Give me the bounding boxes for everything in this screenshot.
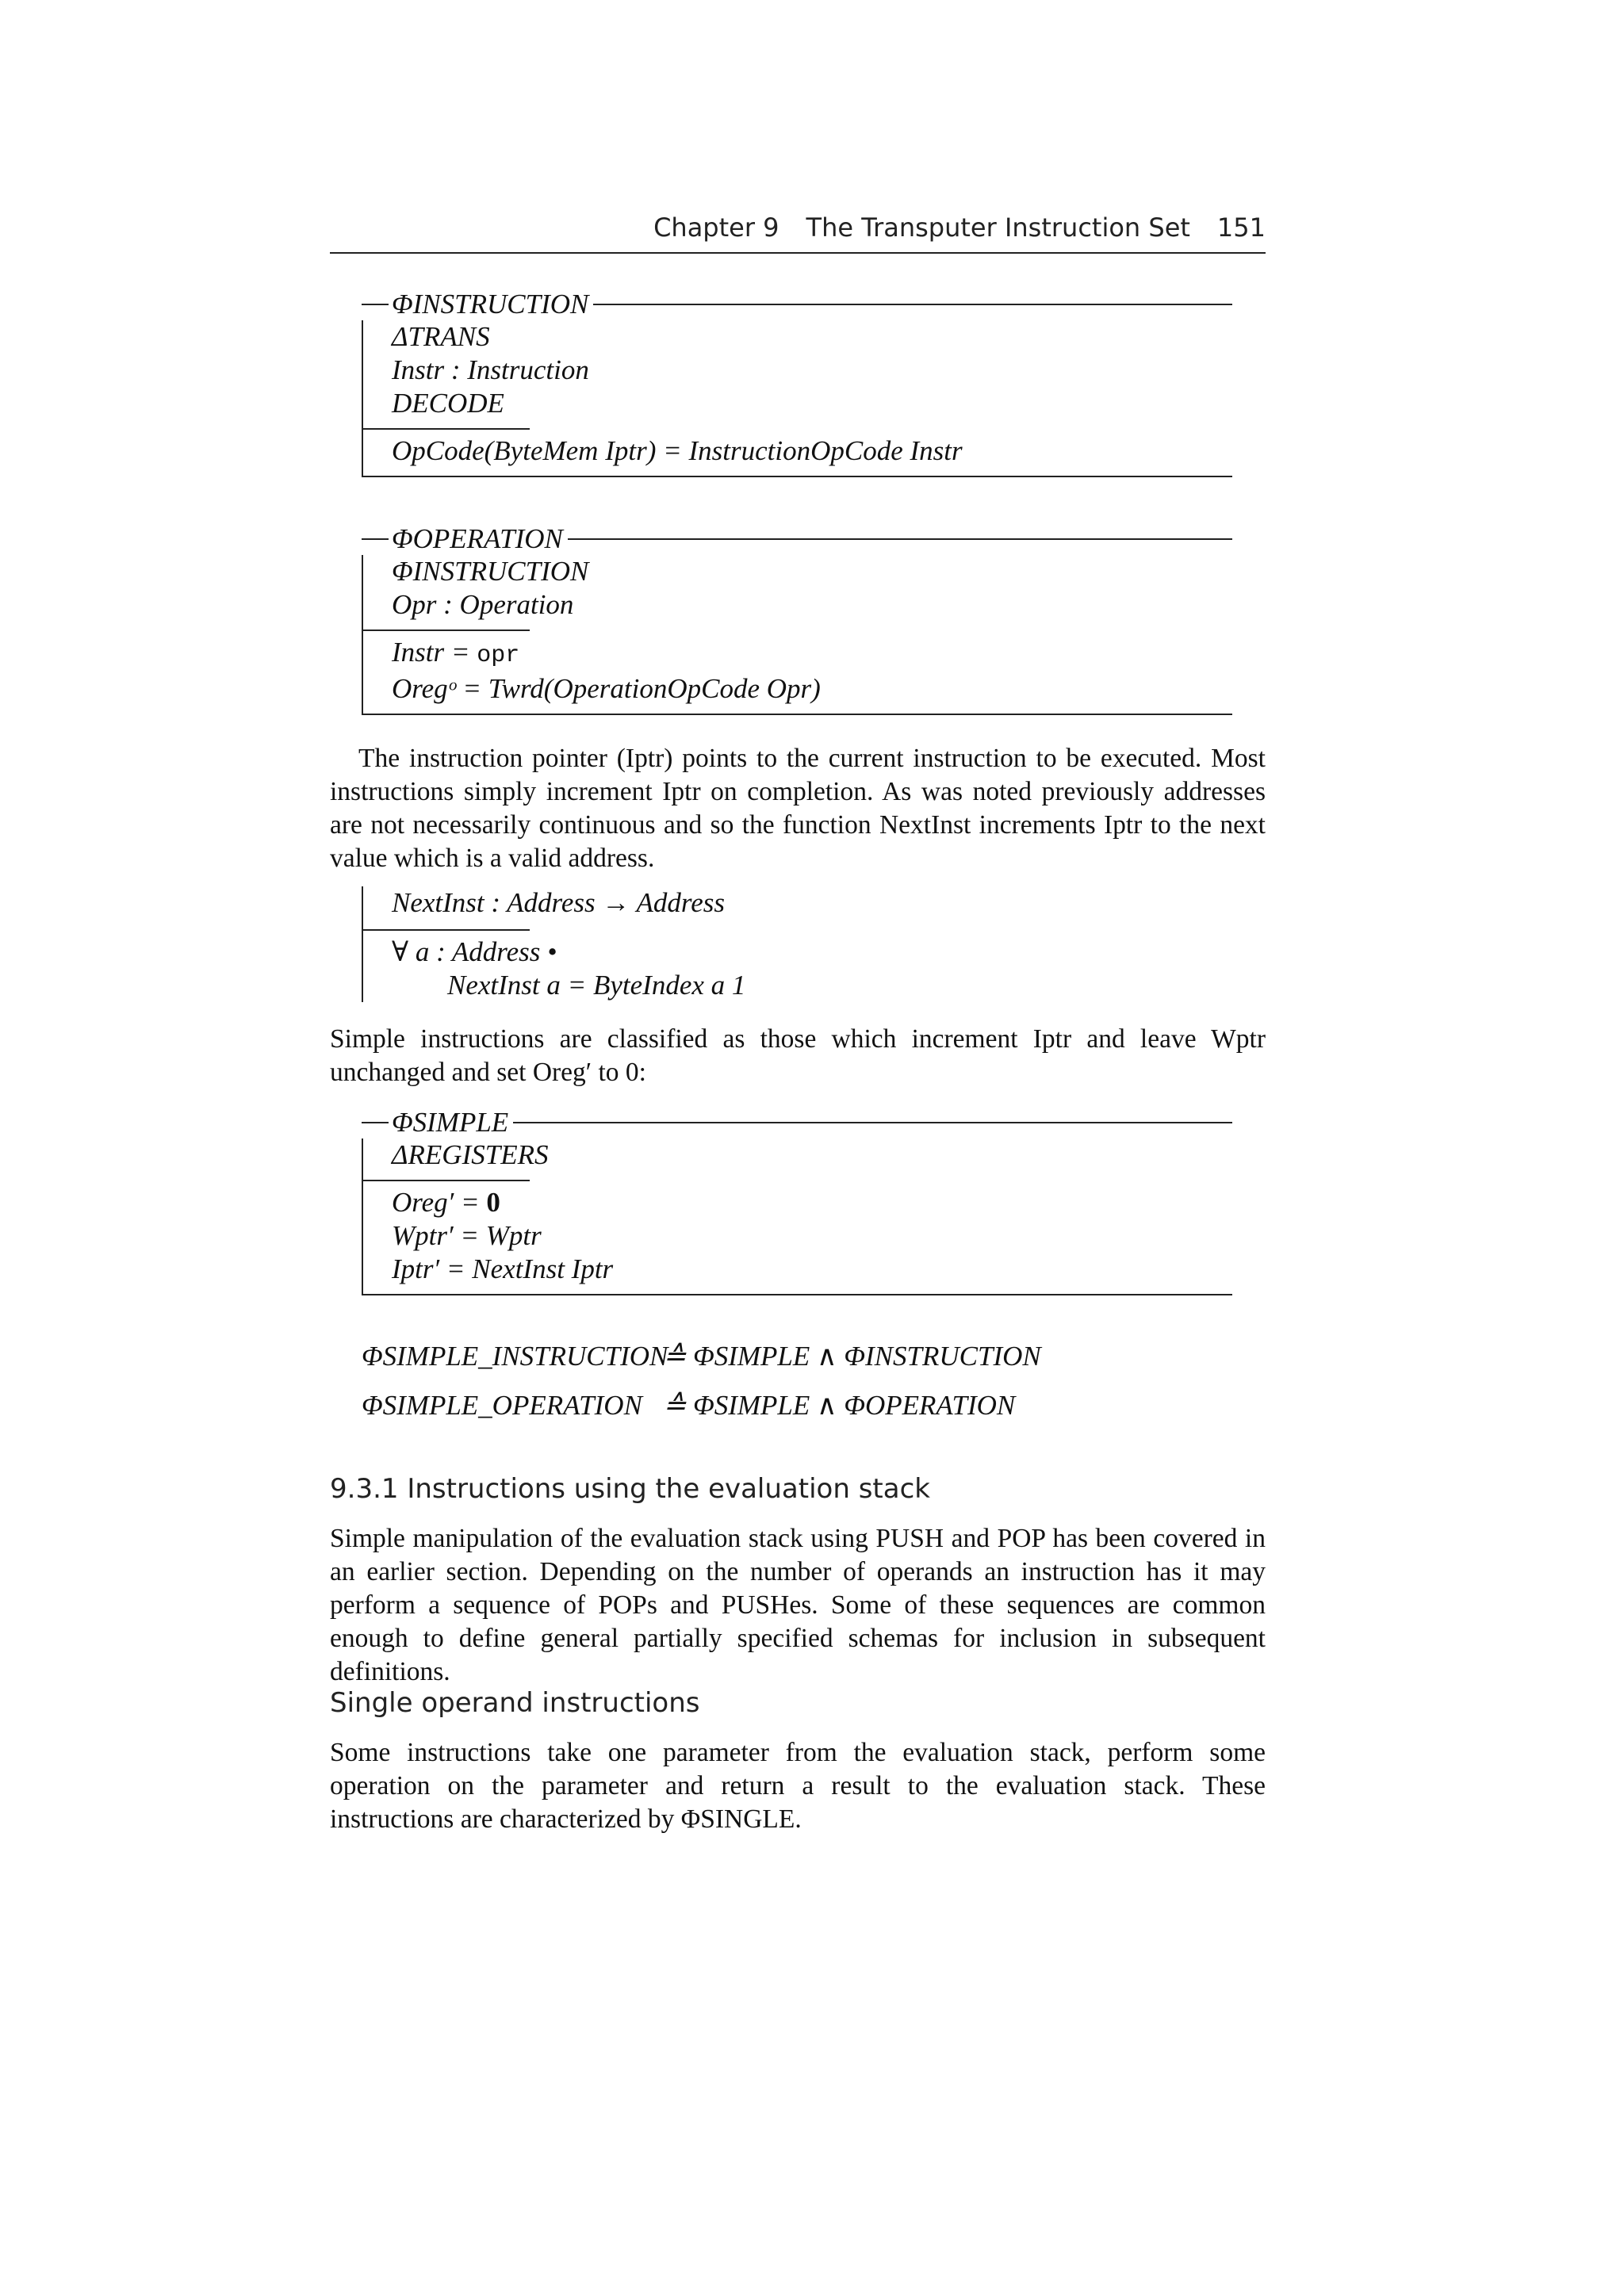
- paragraph-iptr: The instruction pointer (Iptr) points to the current instruction to be executed. Most instructions simply increment Iptr on completion. As was noted previously addresses are not necessarily continuous and so the function NextInst increments Iptr to the next value which is a valid address.: [330, 744, 1266, 873]
- header-rule: [330, 252, 1266, 254]
- predicate-lhs: Oreg′ =: [392, 1187, 487, 1218]
- section-heading: 9.3.1 Instructions using the evaluation stack: [330, 1473, 930, 1505]
- schema-predicate: [392, 1186, 1232, 1219]
- schema-decl: Instr : Instruction: [392, 354, 589, 385]
- schema-decl: Opr : Operation: [392, 589, 574, 620]
- definition-rhs: ≙ ΦSIMPLE ∧ ΦINSTRUCTION: [663, 1341, 1041, 1372]
- schema-predicate: Oregᵒ = Twrd(OperationOpCode Opr): [392, 673, 821, 704]
- axdef-pred: NextInst a = ByteIndex a 1: [447, 970, 746, 1001]
- definition-row: [362, 1389, 1041, 1422]
- schema-definitions: [362, 1340, 1041, 1422]
- schema-predicate: OpCode(ByteMem Iptr) = InstructionOpCode Instr: [392, 435, 963, 466]
- chapter-title: The Transputer Instruction Set: [806, 212, 1190, 243]
- section-paragraph: Simple manipulation of the evaluation stack using PUSH and POP has been covered in an earlier section. Depending on the number of operands an instruction has it may perform a sequence of POPs and PUSHes. Some of these sequences are common enough to define general partially specified schemas for inclusion in subsequent definitions.: [330, 1524, 1266, 1686]
- schema-decl: ΔREGISTERS: [392, 1139, 549, 1170]
- predicate-lhs: Instr =: [392, 637, 477, 668]
- predicate-opr: opr: [477, 642, 520, 669]
- schema-divider: [363, 428, 530, 430]
- schema-instruction: [362, 289, 1232, 477]
- page-number: 151: [1216, 212, 1266, 243]
- definition-lhs: ΦSIMPLE_INSTRUCTION: [362, 1341, 668, 1372]
- schema-divider: [363, 629, 530, 631]
- paragraph-simple: Simple instructions are classified as those which increment Iptr and leave Wptr unchanged and set Oreg′ to 0:: [330, 1024, 1266, 1087]
- axdef-decl: NextInst : Address → Address: [392, 887, 725, 918]
- schema-decl: ΔTRANS: [392, 321, 490, 352]
- schema-divider: [363, 1180, 530, 1181]
- schema-simple: [362, 1107, 1232, 1295]
- schema-title: ΦINSTRUCTION: [392, 289, 589, 320]
- definition-row: [362, 1340, 1041, 1373]
- schema-predicate: Iptr′ = NextInst Iptr: [392, 1253, 614, 1284]
- schema-predicate: [392, 636, 1232, 672]
- axdef-divider: [363, 929, 530, 931]
- definition-lhs: ΦSIMPLE_OPERATION: [362, 1390, 642, 1421]
- axdef-pred: ∀ a : Address •: [392, 936, 557, 967]
- schema-decl: ΦINSTRUCTION: [392, 556, 589, 587]
- predicate-zero: 0: [486, 1187, 500, 1218]
- axdef-nextinst: [362, 886, 746, 1002]
- schema-predicate: Wptr′ = Wptr: [392, 1220, 542, 1251]
- chapter-label: Chapter 9: [653, 212, 779, 243]
- running-header: [330, 212, 1266, 243]
- subsection-paragraph: Some instructions take one parameter from the evaluation stack, perform some operation on the parameter and return a result to the evaluation stack. These instructions are characterized by ΦSINGLE.: [330, 1738, 1266, 1834]
- definition-rhs: ≙ ΦSIMPLE ∧ ΦOPERATION: [663, 1390, 1016, 1421]
- schema-operation: [362, 523, 1232, 715]
- schema-decl: DECODE: [392, 388, 504, 419]
- subsection-heading: Single operand instructions: [330, 1687, 700, 1719]
- schema-title: ΦSIMPLE: [392, 1107, 509, 1138]
- schema-title: ΦOPERATION: [392, 523, 563, 554]
